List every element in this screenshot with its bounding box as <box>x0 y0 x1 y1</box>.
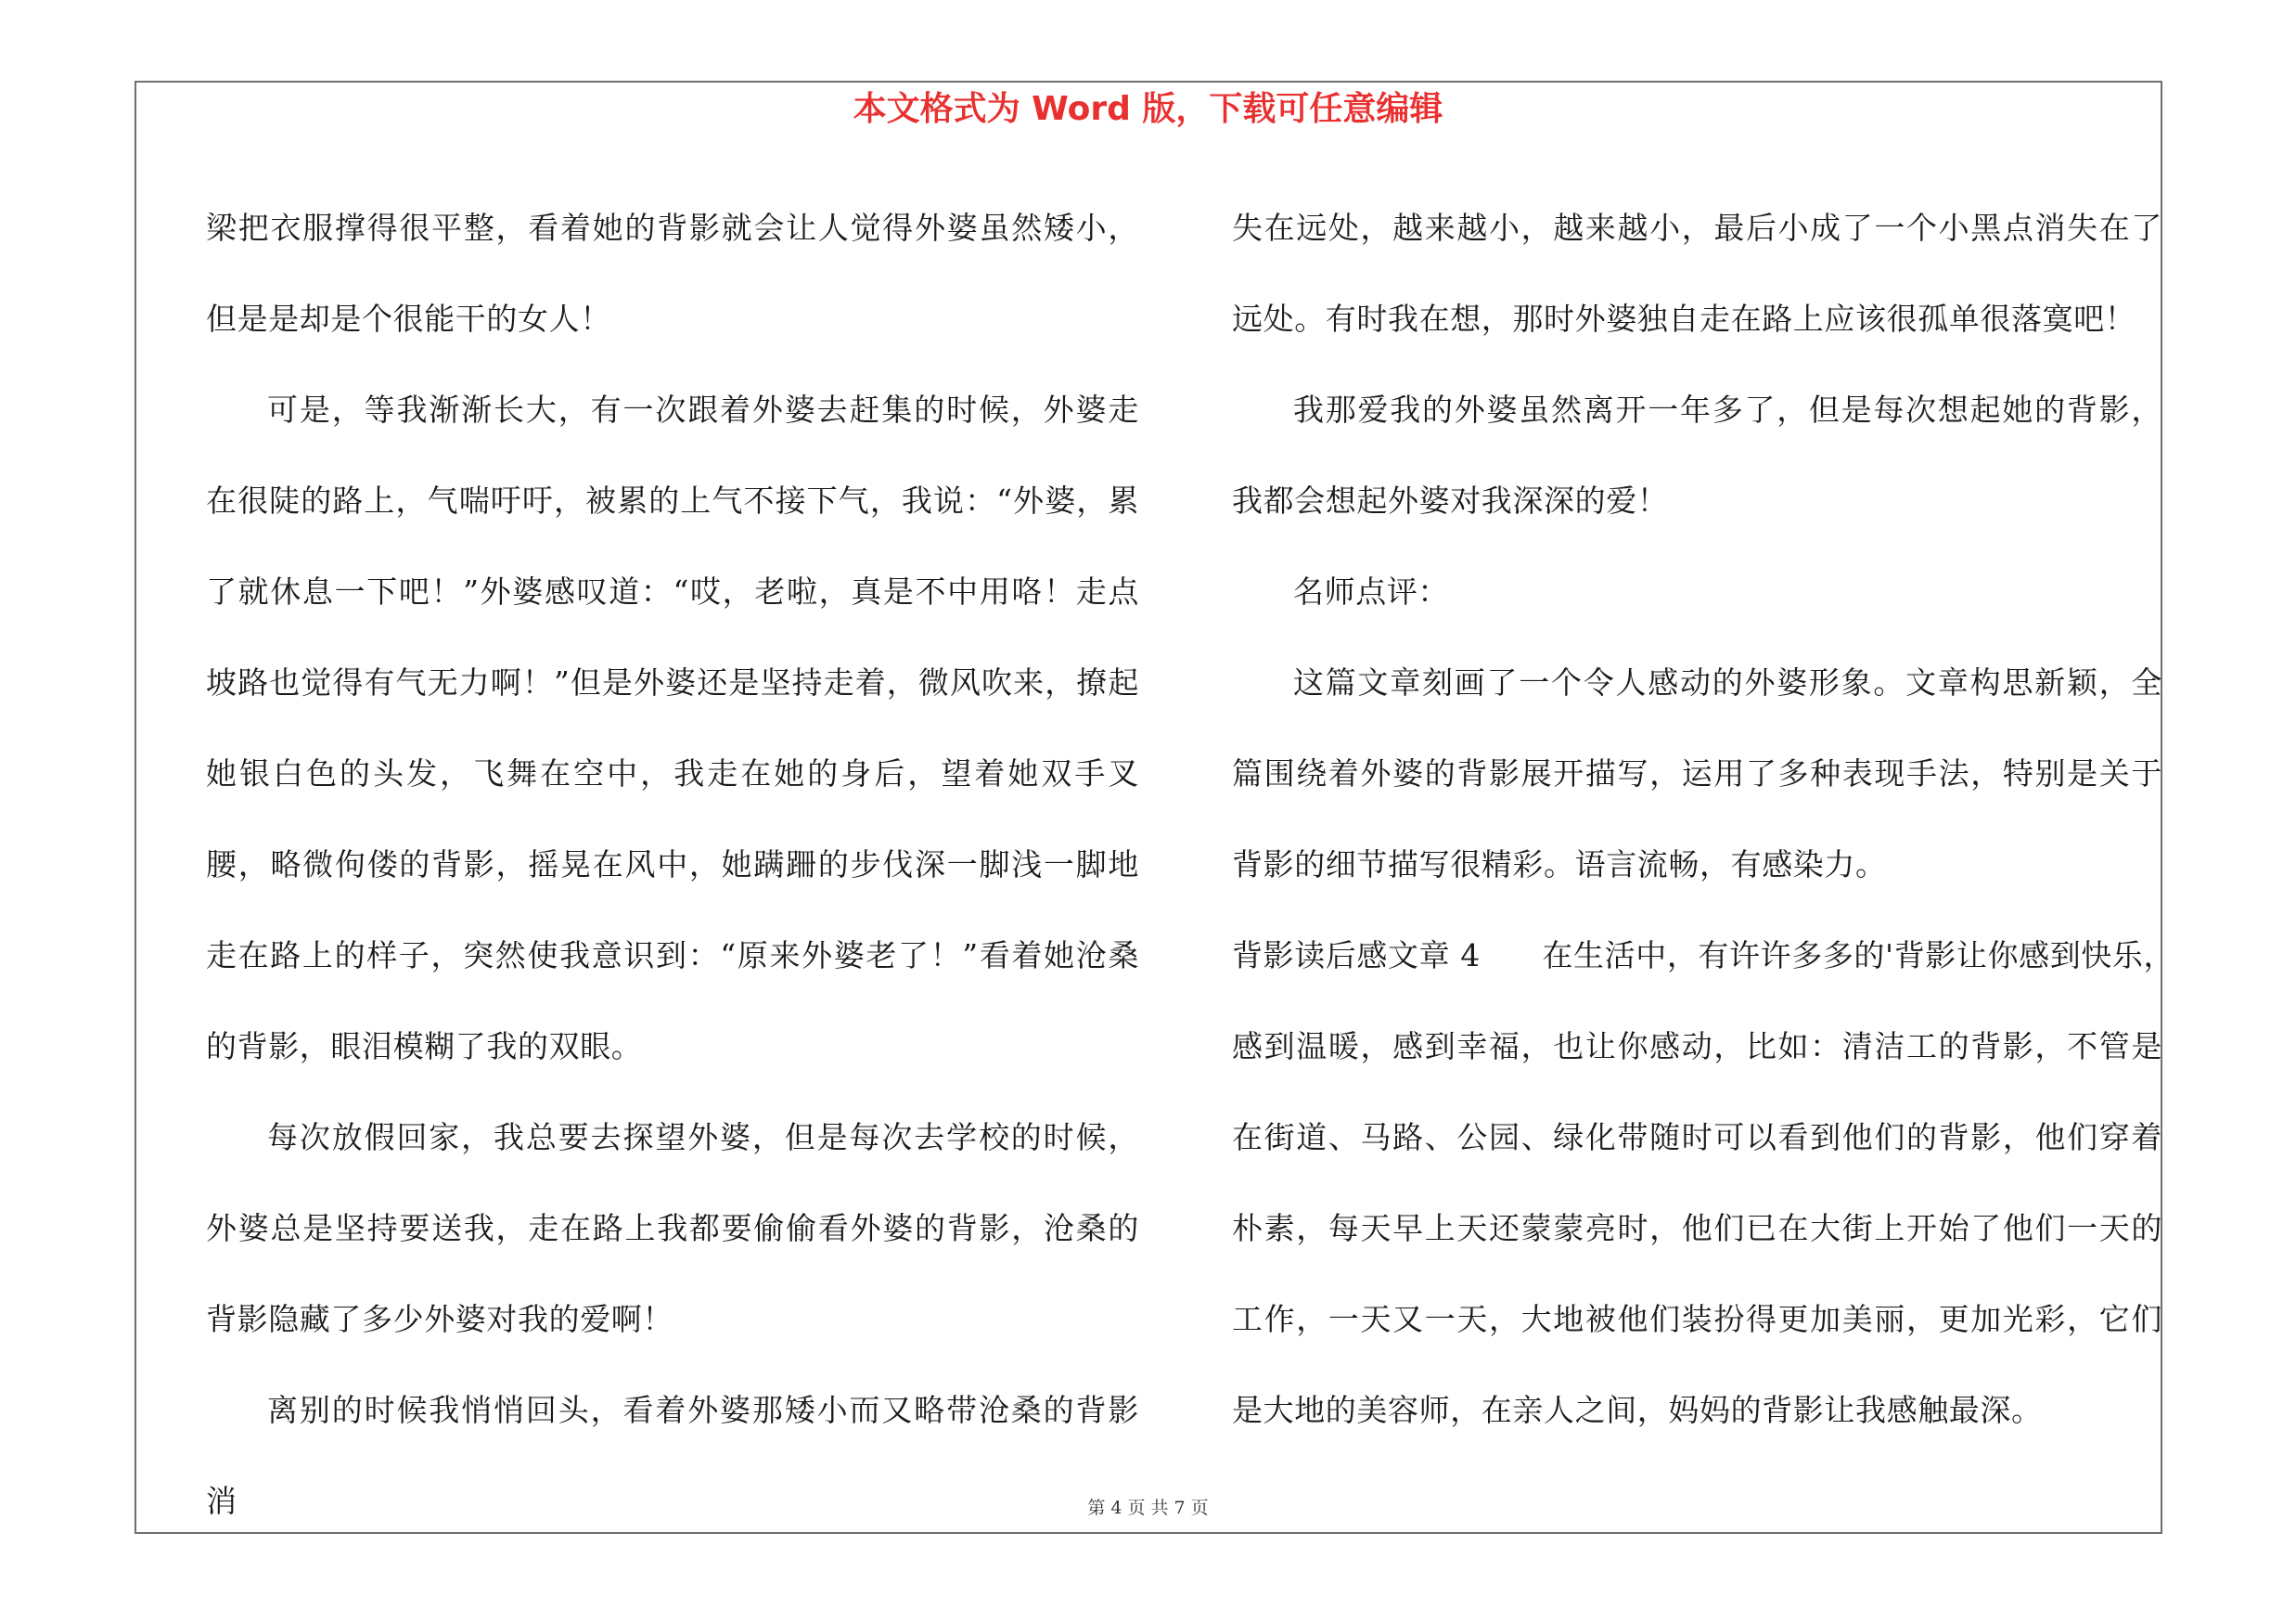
document-header-title: 本文格式为 Word 版，下载可任意编辑 <box>853 90 1443 128</box>
paragraph: 这篇文章刻画了一个令人感动的外婆形象。文章构思新颖，全篇围绕着外婆的背影展开描写，运用了多种表现手法，特别是关于背影的细节描写很精彩。语言流畅，有感染力。 <box>1232 664 2162 882</box>
paragraph: 离别的时候我悄悄回头，看着外婆那矮小而又略带沧桑的背影消 <box>206 1392 1139 1519</box>
paragraph: 名师点评： <box>1293 573 1449 610</box>
paragraph: 可是，等我渐渐长大，有一次跟着外婆去赶集的时候，外婆走在很陡的路上，气喘吁吁，被累的上气不接下气，我说：“外婆，累了就休息一下吧！”外婆感叹道：“哎，老啦，真是不中用咯！走点坡路也觉得有气无力啊！”但是外婆还是坚持走着，微风吹来，撩起她银白色的头发，飞舞在空中，我走在她的身后，望着她双手叉腰，略微佝偻的背影，摇晃在风中，她蹒跚的步伐深一脚浅一脚地走在路上的样子，突然使我意识到：“原来外婆老了！”看着她沧桑的背影，眼泪模糊了我的双眼。 <box>206 392 1139 1064</box>
left-column <box>206 183 1139 1547</box>
paragraph: 感到温暖，感到幸福，也让你感动，比如：清洁工的背影，不管是在街道、马路、公园、绿化带随时可以看到他们的背影，他们穿着朴素，每天早上天还蒙蒙亮时，他们已在大街上开始了他们一天的工作，一天又一天，大地被他们装扮得更加美丽，更加光彩，它们是大地的美容师，在亲人之间，妈妈的背影让我感触最深。 <box>1232 1028 2162 1428</box>
paragraph: 梁把衣服撑得很平整，看着她的背影就会让人觉得外婆虽然矮小，但是是却是个很能干的女人！ <box>206 210 1139 337</box>
article-heading-line: 背影读后感文章 4 在生活中，有许许多多的'背影让你感到快乐， <box>1232 937 2175 973</box>
right-column <box>1232 183 2175 1456</box>
paragraph: 失在远处，越来越小，越来越小，最后小成了一个小黑点消失在了远处。有时我在想，那时外婆独自走在路上应该很孤单很落寞吧！ <box>1232 210 2162 337</box>
page-number-footer: 第 4 页 共 7 页 <box>1087 1498 1209 1518</box>
paragraph: 每次放假回家，我总要去探望外婆，但是每次去学校的时候，外婆总是坚持要送我，走在路上我都要偷偷看外婆的背影，沧桑的背影隐藏了多少外婆对我的爱啊！ <box>206 1119 1139 1337</box>
paragraph: 我那爱我的外婆虽然离开一年多了，但是每次想起她的背影，我都会想起外婆对我深深的爱！ <box>1232 392 2162 519</box>
